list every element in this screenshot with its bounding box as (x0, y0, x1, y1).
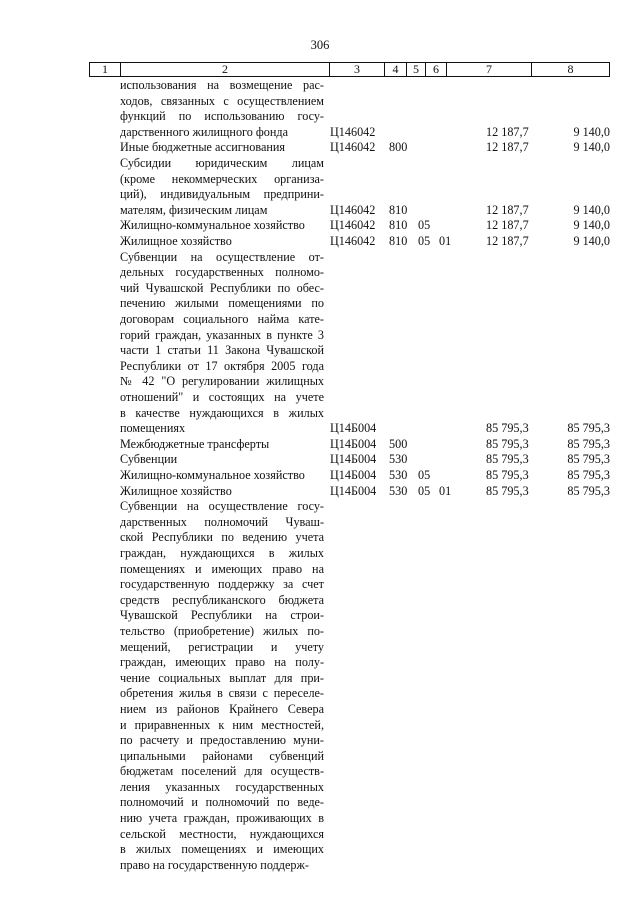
description-line: дарственного жилищного фонда (120, 124, 289, 139)
header-col-8: 8 (567, 62, 574, 76)
description-line: по расчету и предоставлению муни- (120, 733, 324, 748)
row-col-4: 810 (389, 218, 408, 233)
row-col-6: 01 (439, 234, 452, 248)
description-line: право на государственную поддерж- (120, 857, 309, 872)
description-line: отношений" и состоящих на учете (120, 389, 324, 404)
description-line: Жилищно-коммунальное хозяйство (120, 468, 305, 482)
row-col-5: 05 (418, 483, 431, 498)
row-code: Ц146042 (330, 140, 376, 155)
row-description (120, 452, 177, 468)
row-value-2021: 85 795,3 (567, 421, 610, 436)
description-line: Жилищное хозяйство (120, 483, 232, 498)
row-value-2020: 85 795,3 (486, 468, 529, 482)
row-col-4: 810 (389, 234, 408, 248)
row-col-4: 800 (389, 140, 408, 155)
description-line: бюджетам поселений для осуществ- (120, 764, 324, 779)
row-description (120, 484, 232, 500)
description-line: Субвенции (120, 452, 178, 467)
description-line: помещениях и имеющих право на (120, 561, 324, 576)
header-col-6: 6 (433, 62, 439, 76)
row-col-4: 810 (389, 202, 408, 217)
description-line: горий граждан, указанных в пункте 3 (120, 327, 324, 342)
row-description (120, 156, 324, 218)
page-number: 306 (310, 38, 330, 52)
row-value-2020: 12 187,7 (486, 234, 529, 248)
description-line: мателям, физическим лицам (120, 202, 268, 217)
description-line: (кроме некоммерческих организа- (120, 171, 324, 186)
row-value-2020: 85 795,3 (486, 483, 529, 498)
row-value-2020: 12 187,7 (486, 124, 529, 139)
header-col-2: 2 (222, 62, 228, 76)
description-line: договорам социального найма кате- (120, 311, 324, 326)
description-line: полномочий и полномочий по веде- (120, 795, 324, 810)
row-value-2020: 12 187,7 (486, 202, 529, 217)
description-line: Республики от 17 октября 2005 года (120, 358, 324, 373)
row-code: Ц146042 (330, 202, 376, 217)
description-line: части 1 статьи 11 Закона Чувашской (120, 343, 324, 358)
row-code: Ц146042 (330, 124, 376, 139)
header-col-7: 7 (486, 62, 492, 76)
row-value-2020: 85 795,3 (486, 421, 529, 436)
row-description (120, 437, 269, 453)
description-line: Субвенции на осуществление от- (120, 249, 324, 264)
description-line: тельство (приобретение) жилых по- (120, 623, 324, 638)
description-line: в качестве нуждающихся в жилых (120, 405, 324, 420)
description-line: ципальными районами субвенций (120, 748, 324, 763)
row-value-2021: 85 795,3 (567, 468, 610, 482)
table-header-row (89, 62, 610, 77)
row-value-2021: 9 140,0 (573, 202, 610, 217)
row-code: Ц14Б004 (330, 483, 377, 498)
row-col-4: 530 (389, 452, 408, 467)
header-col-5: 5 (413, 62, 419, 76)
description-line: ций), индивидуальным предприни- (120, 187, 324, 202)
row-value-2021: 9 140,0 (573, 124, 610, 139)
row-col-5: 05 (418, 218, 431, 233)
description-line: Иные бюджетные ассигнования (120, 140, 286, 155)
row-code: Ц14Б004 (330, 421, 377, 436)
description-line: обретения жилья в связи с переселе- (120, 686, 324, 701)
row-value-2020: 12 187,7 (486, 140, 529, 155)
description-line: в жилых помещениях и имеющих (120, 842, 324, 857)
row-value-2021: 85 795,3 (567, 436, 610, 451)
description-line: мещений, регистрации и учету (120, 639, 324, 654)
row-code: Ц14Б004 (330, 436, 377, 451)
description-line: нием из районов Крайнего Севера (120, 701, 324, 716)
description-line: № 42 "О регулировании жилищных (120, 374, 324, 389)
row-value-2021: 85 795,3 (567, 452, 610, 467)
row-col-5: 05 (418, 234, 431, 248)
description-line: чение социальных выплат для при- (120, 670, 324, 685)
row-value-2021: 9 140,0 (573, 218, 610, 233)
row-description (120, 234, 232, 250)
row-col-4: 530 (389, 483, 408, 498)
description-line: помещениях (120, 421, 186, 436)
description-line: использования на возмещение рас- (120, 78, 324, 92)
header-col-1: 1 (102, 62, 108, 76)
header-col-3: 3 (354, 62, 360, 76)
row-description (120, 78, 324, 140)
description-line: Межбюджетные трансферты (120, 436, 270, 451)
row-value-2020: 85 795,3 (486, 452, 529, 467)
row-value-2021: 9 140,0 (573, 140, 610, 155)
description-line: Жилищное хозяйство (120, 234, 232, 248)
row-description (120, 499, 324, 873)
description-line: ской Республики по ведению учета (120, 530, 324, 545)
description-line: дарственных полномочий Чуваш- (120, 514, 324, 529)
description-line: печению жилыми помещениями по (120, 296, 324, 311)
row-code: Ц146042 (330, 218, 376, 233)
row-col-4: 530 (389, 468, 408, 482)
description-line: дельных государственных полномо- (120, 265, 324, 280)
description-line: сельской местности, нуждающихся (120, 826, 324, 841)
row-col-5: 05 (418, 468, 431, 482)
description-line: граждан, имеющих право на полу- (120, 655, 324, 670)
description-line: функций по использованию госу- (120, 109, 324, 124)
description-line: нию учета граждан, проживающих в (120, 811, 324, 826)
description-line: ходов, связанных с осуществлением (120, 93, 324, 108)
description-line: Чувашской Республики на строи- (120, 608, 324, 623)
row-description (120, 468, 305, 484)
row-description (120, 250, 324, 437)
row-value-2021: 9 140,0 (573, 234, 610, 248)
row-col-6: 01 (439, 483, 452, 498)
description-line: Субсидии юридическим лицам (120, 156, 324, 170)
description-line: чий Чувашской Республики по обес- (120, 280, 324, 295)
description-line: граждан, нуждающихся в жилых (120, 545, 324, 560)
row-description (120, 218, 305, 234)
row-value-2020: 85 795,3 (486, 436, 529, 451)
description-line: Субвенции на осуществление госу- (120, 499, 324, 514)
row-code: Ц14Б004 (330, 452, 377, 467)
header-col-4: 4 (392, 62, 399, 76)
row-code: Ц14Б004 (330, 468, 377, 482)
description-line: государственную поддержку за счет (120, 577, 324, 592)
description-line: средств республиканского бюджета (120, 592, 324, 607)
row-value-2021: 85 795,3 (567, 483, 610, 498)
row-col-4: 500 (389, 436, 408, 451)
description-line: и приравненных к ним местностей, (120, 717, 324, 732)
description-line: ления указанных государственных (120, 779, 324, 794)
row-value-2020: 12 187,7 (486, 218, 529, 233)
description-line: Жилищно-коммунальное хозяйство (120, 218, 305, 233)
row-code: Ц146042 (330, 234, 376, 248)
row-description (120, 140, 285, 156)
